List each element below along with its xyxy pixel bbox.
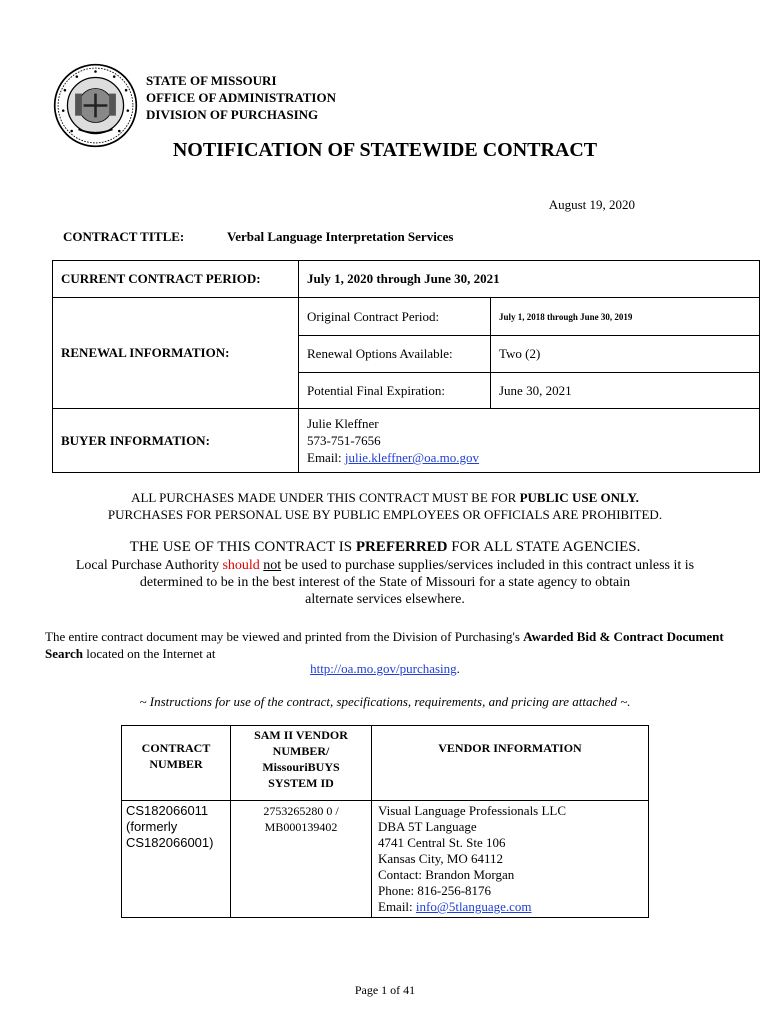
vendor-email-prefix: Email: [378, 899, 416, 914]
original-period-row [53, 298, 760, 336]
buyer-info-value [299, 409, 760, 473]
org-division: DIVISION OF PURCHASING [146, 107, 319, 122]
sam-vendor-number: 2753265280 0 / [263, 804, 339, 818]
vendor-info-cell [372, 801, 649, 918]
vendor-data-row [122, 801, 649, 918]
renewal-info-label: RENEWAL INFORMATION: [53, 298, 299, 409]
local-purchase-line-2: determined to be in the best interest of the State of Missouri for a state agency to obtain [139, 575, 631, 590]
contract-former-number: CS182066001) [126, 835, 214, 850]
vendor-table [121, 725, 649, 918]
buyer-email-prefix: Email: [307, 450, 345, 465]
preferred-heading [0, 539, 770, 556]
buyer-info-label: BUYER INFORMATION: [53, 409, 299, 473]
lpa-should: should [222, 558, 260, 573]
public-use-notice [0, 489, 770, 523]
local-purchase-line-3: alternate services elsewhere. [305, 592, 465, 607]
vendor-street: 4741 Central St. Ste 106 [378, 835, 506, 850]
notice-line-1-text: ALL PURCHASES MADE UNDER THIS CONTRACT MUST BE FOR [131, 490, 520, 505]
lpa-not: not [263, 558, 282, 573]
vendor-city: Kansas City, MO 64112 [378, 851, 504, 866]
missouribuys-id: MB000139402 [264, 820, 338, 834]
preferred-emphasis: PREFERRED [355, 539, 448, 555]
renewal-options-value: Two (2) [491, 336, 760, 373]
buyer-email-line [307, 449, 751, 466]
purchasing-link[interactable]: http://oa.mo.gov/purchasing [310, 661, 457, 676]
original-period-label: Original Contract Period: [299, 298, 491, 336]
buyer-name: Julie Kleffner [307, 416, 379, 431]
lpa-text-c: be used to purchase supplies/services included in this contract unless it is [281, 558, 695, 573]
contract-title-label: CONTRACT TITLE: [63, 229, 185, 244]
contract-number-cell [122, 801, 231, 918]
header-contract-text: CONTRACT NUMBER [141, 741, 211, 771]
preferred-prefix: THE USE OF THIS CONTRACT IS [129, 539, 356, 555]
notice-line-2: PURCHASES FOR PERSONAL USE BY PUBLIC EMPLOYEES OR OFFICIALS ARE PROHIBITED. [107, 507, 663, 522]
local-purchase-line-1 [0, 557, 770, 574]
organization-header [146, 72, 336, 123]
instructions-note: ~ Instructions for use of the contract, specifications, requirements, and pricing are attached ~. [139, 694, 631, 709]
vendor-name: Visual Language Professionals LLC [378, 803, 567, 818]
vendor-email-link[interactable]: info@5tlanguage.com [415, 899, 532, 914]
public-use-only-emphasis: PUBLIC USE ONLY. [519, 490, 639, 505]
lpa-text-a: Local Purchase Authority [75, 558, 223, 573]
header-vendor-info: VENDOR INFORMATION [372, 726, 649, 801]
current-period-row [53, 261, 760, 298]
vendor-header-row [122, 726, 649, 801]
contract-number: CS182066011 [126, 803, 209, 818]
state-seal-logo [53, 63, 138, 148]
buyer-email-link[interactable]: julie.kleffner@oa.mo.gov [344, 450, 480, 465]
org-state: STATE OF MISSOURI [146, 73, 277, 88]
buyer-phone: 573-751-7656 [307, 433, 381, 448]
link-period: . [456, 661, 460, 676]
current-period-value: July 1, 2020 through June 30, 2021 [299, 261, 760, 298]
notice-date: August 19, 2020 [548, 197, 635, 212]
vendor-email-line [378, 899, 642, 915]
header-contract-number [122, 726, 231, 801]
preferred-suffix: FOR ALL STATE AGENCIES. [447, 539, 641, 555]
current-period-label: CURRENT CONTRACT PERIOD: [53, 261, 299, 298]
vendor-dba: DBA 5T Language [378, 819, 477, 834]
document-search-text [45, 628, 735, 662]
doc-text-a: The entire contract document may be viewed and printed from the Division of Purchasing's [45, 629, 524, 644]
contract-title-value: Verbal Language Interpretation Services [227, 229, 454, 244]
org-office: OFFICE OF ADMINISTRATION [146, 90, 336, 105]
renewal-options-label: Renewal Options Available: [299, 336, 491, 373]
header-sam-text: SAM II VENDOR NUMBER/ MissouriBUYS SYSTEM ID [254, 728, 348, 790]
page-number: Page 1 of 41 [354, 983, 416, 997]
buyer-row [53, 409, 760, 473]
purchasing-link-line [0, 661, 770, 677]
sam-vendor-cell [231, 801, 372, 918]
contract-info-table [52, 260, 760, 473]
header-sam-vendor [231, 726, 372, 801]
doc-search-name: Awarded Bid & Contract Document Search [45, 629, 724, 661]
final-expiration-label: Potential Final Expiration: [299, 373, 491, 409]
local-purchase-note [0, 557, 770, 608]
page-title: NOTIFICATION OF STATEWIDE CONTRACT [172, 139, 598, 161]
final-expiration-value: June 30, 2021 [491, 373, 760, 409]
original-period-value: July 1, 2018 through June 30, 2019 [491, 298, 760, 336]
doc-text-b: located on the Internet at [83, 646, 216, 661]
vendor-phone: Phone: 816-256-8176 [378, 883, 492, 898]
vendor-contact: Contact: Brandon Morgan [378, 867, 515, 882]
notice-line-1 [0, 489, 770, 506]
contract-formerly: (formerly [126, 819, 178, 834]
